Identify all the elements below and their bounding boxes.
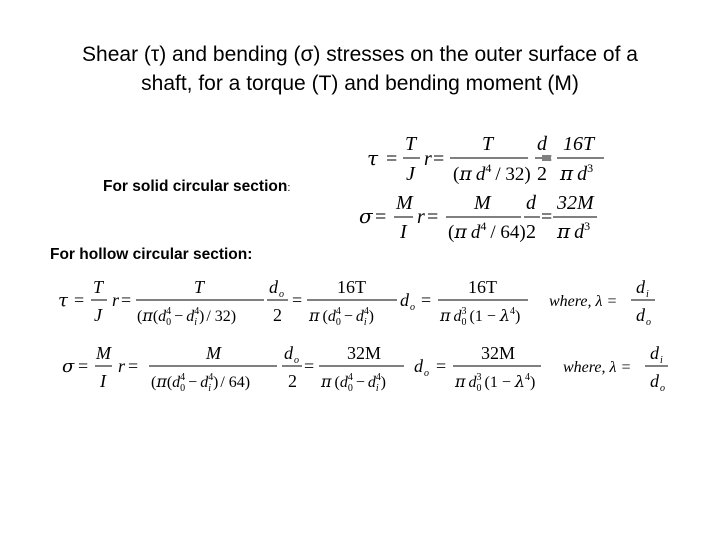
svg-text:=: = <box>375 206 387 228</box>
svg-text:(π(d40−d4i)/ 64): ($\pi(d^4$ $0 - d^4$ i ) / 64) <box>151 372 251 394</box>
svg-text:=: = <box>427 206 439 228</box>
svg-text:=: = <box>421 290 432 310</box>
svg-text:M: M <box>96 343 111 363</box>
svg-text:πd30(1 − λ4): π $d^3$ 0 $(1 - \lambda^4)$ <box>455 372 536 394</box>
svg-text:16T: 16T <box>468 277 497 297</box>
svg-text:r: r <box>118 356 126 376</box>
svg-text:o: o <box>646 317 651 328</box>
svg-text:o: o <box>294 355 299 366</box>
svg-text:o: o <box>279 289 284 300</box>
svg-text:i: i <box>660 355 663 366</box>
svg-text:πd3: π $d^3$ <box>560 161 594 185</box>
svg-text:d: d <box>636 277 645 297</box>
svg-text:M: M <box>474 192 491 214</box>
svg-text:σ: σ <box>359 204 373 228</box>
svg-text:i: i <box>646 289 649 300</box>
svg-text:32M: 32M <box>347 343 382 363</box>
svg-text:d: d <box>414 356 423 376</box>
svg-text:=: = <box>74 290 85 310</box>
svg-text:J: J <box>94 305 102 325</box>
svg-text:M: M <box>206 343 221 363</box>
svg-text:πd3: π $d^3$ <box>557 219 591 243</box>
svg-text:d: d <box>650 343 659 363</box>
svg-text:=: = <box>541 148 553 170</box>
svg-text:=: = <box>292 290 303 310</box>
svg-text:=: = <box>436 356 447 376</box>
svg-text:=: = <box>128 356 139 376</box>
svg-text:d: d <box>400 290 409 310</box>
svg-text:=: = <box>304 356 315 376</box>
svg-text:T: T <box>194 277 205 297</box>
svg-text:=: = <box>386 148 398 170</box>
svg-text:where, λ =: where, λ = <box>549 293 618 310</box>
svg-text:d: d <box>526 192 536 214</box>
hollow-section-label: For hollow circular section: <box>50 246 253 263</box>
svg-text:d: d <box>636 305 645 325</box>
svg-text:32M: 32M <box>557 192 594 214</box>
svg-text:o: o <box>660 383 665 394</box>
svg-text:τ: τ <box>367 146 379 170</box>
svg-text:2: 2 <box>288 371 297 391</box>
svg-text:(πd4/ 64): (π $d^4 / 64$) <box>448 219 526 243</box>
svg-text:σ: σ <box>62 356 75 377</box>
svg-text:T: T <box>93 277 104 297</box>
svg-text:d: d <box>650 371 659 391</box>
svg-text:(π(d40−d4i)/ 32): ($\pi(d^4$ $0 - d^4$ i ) / 32) <box>137 306 237 328</box>
svg-text:I: I <box>400 221 407 243</box>
svg-text:T: T <box>482 133 494 155</box>
svg-text:r: r <box>424 148 432 170</box>
svg-text:16T: 16T <box>337 277 366 297</box>
svg-text:d: d <box>284 343 293 363</box>
svg-text:J: J <box>406 163 415 185</box>
svg-text:π(d40−d4i): π ($d^4$ $0 - d^4$ i ) <box>321 372 386 394</box>
svg-text:r: r <box>112 290 120 310</box>
hollow-shear-equation <box>58 277 651 328</box>
svg-text:M: M <box>396 192 413 214</box>
svg-text:where, λ =: where, λ = <box>563 359 632 376</box>
svg-text:r: r <box>417 206 425 228</box>
svg-text:I: I <box>100 371 106 391</box>
svg-text:16T: 16T <box>563 133 595 155</box>
svg-text:T: T <box>405 133 417 155</box>
title-line-2: shaft, for a torque (T) and bending moment (M) <box>141 72 579 95</box>
svg-text:2: 2 <box>537 163 547 185</box>
title-line-1: Shear (τ) and bending (σ) stresses on the outer surface of a <box>82 43 638 66</box>
svg-text:32M: 32M <box>481 343 516 363</box>
hollow-bending-equation <box>62 343 665 394</box>
svg-text:(πd4/ 32): (π $d^4 / 32$) <box>453 161 531 185</box>
svg-text:=: = <box>121 290 132 310</box>
svg-text:πd30(1 − λ4): π $d^3$ 0 $(1 - \lambda^4)$ <box>440 306 521 328</box>
svg-text:o: o <box>424 368 429 379</box>
svg-text:=: = <box>78 356 89 376</box>
svg-text:=: = <box>433 148 445 170</box>
solid-bending-equation <box>359 192 595 243</box>
svg-text:o: o <box>410 302 415 313</box>
svg-text:=: = <box>541 206 553 228</box>
svg-text:2: 2 <box>273 305 282 325</box>
svg-text:π(d40−d4i): π ($d^4$ $0 - d^4$ i ) <box>309 306 374 328</box>
svg-text:2: 2 <box>526 221 536 243</box>
svg-text:d: d <box>269 277 278 297</box>
svg-text:τ: τ <box>58 290 68 311</box>
svg-text:d: d <box>537 133 547 155</box>
solid-section-label: For solid circular section: <box>103 178 291 195</box>
